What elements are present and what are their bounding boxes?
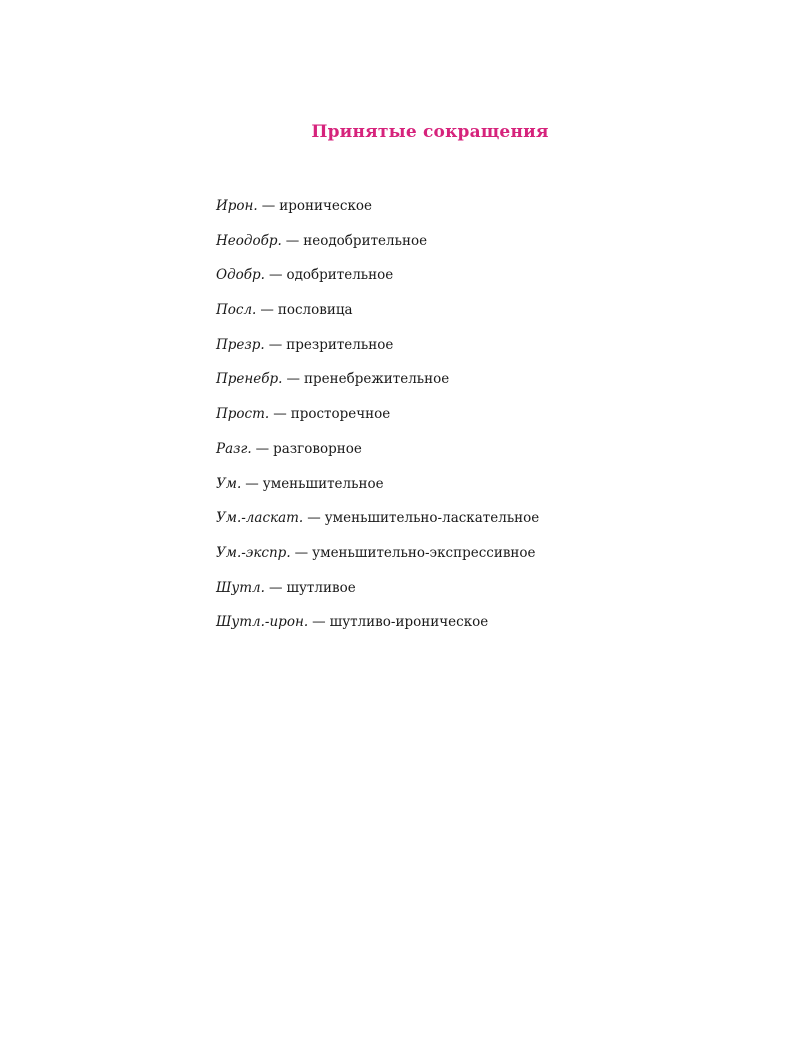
abbreviation: Ум.-ласкат. — [216, 510, 304, 527]
abbreviation: Неодобр. — [216, 232, 282, 249]
abbreviations-list — [216, 196, 539, 647]
dash-separator: — — [286, 371, 300, 388]
abbreviation-meaning: ироническое — [279, 198, 373, 214]
abbreviation: Пренебр. — [216, 371, 283, 388]
list-item — [216, 300, 539, 335]
page-title: Принятые сокращения — [311, 122, 549, 142]
dash-separator: — — [261, 198, 276, 214]
list-item — [216, 439, 539, 474]
dash-separator: — — [268, 267, 283, 284]
list-item — [216, 612, 539, 647]
list-item — [216, 265, 539, 300]
abbreviation-meaning: неодобрительное — [303, 232, 428, 249]
abbreviation: Презр. — [216, 336, 265, 353]
abbreviation: Посл. — [216, 302, 257, 319]
abbreviation: Ум.-экспр. — [216, 544, 291, 561]
dash-separator: — — [245, 475, 259, 492]
list-item — [216, 231, 539, 266]
abbreviation: Ум. — [216, 475, 242, 492]
abbreviation-meaning: одобрительное — [286, 267, 394, 284]
abbreviation-meaning: презрительное — [286, 336, 394, 353]
dash-separator: — — [255, 440, 270, 457]
abbreviation: Одобр. — [216, 267, 265, 284]
dash-separator: — — [268, 336, 283, 353]
abbreviation: Прост. — [216, 406, 270, 423]
dash-separator: — — [307, 510, 321, 527]
list-item — [216, 508, 539, 543]
abbreviation-meaning: уменьшительно-экспрессивное — [312, 544, 536, 561]
list-item — [216, 335, 539, 370]
dash-separator: — — [273, 406, 287, 423]
list-item — [216, 196, 539, 231]
dash-separator: — — [260, 302, 274, 319]
abbreviation: Шутл.-ирон. — [216, 614, 309, 631]
list-item — [216, 474, 539, 509]
abbreviation-meaning: уменьшительное — [262, 475, 384, 492]
abbreviation-meaning: просторечное — [290, 406, 391, 423]
abbreviation-meaning: шутливое — [286, 579, 356, 596]
abbreviation-meaning: пренебрежительное — [303, 371, 450, 388]
dash-separator: — — [312, 614, 326, 631]
abbreviation: Ирон. — [216, 198, 258, 214]
dash-separator: — — [294, 544, 309, 561]
dash-separator: — — [268, 579, 283, 596]
list-item — [216, 543, 539, 578]
abbreviation-meaning: разговорное — [273, 440, 362, 457]
abbreviation: Шутл. — [216, 579, 265, 596]
list-item — [216, 369, 539, 404]
abbreviation: Разг. — [216, 440, 252, 457]
dash-separator: — — [285, 232, 300, 249]
list-item — [216, 578, 539, 613]
abbreviation-meaning: шутливо-ироническое — [329, 614, 489, 631]
abbreviation-meaning: пословица — [277, 302, 353, 319]
abbreviation-meaning: уменьшительно-ласкательное — [324, 510, 540, 527]
list-item — [216, 404, 539, 439]
